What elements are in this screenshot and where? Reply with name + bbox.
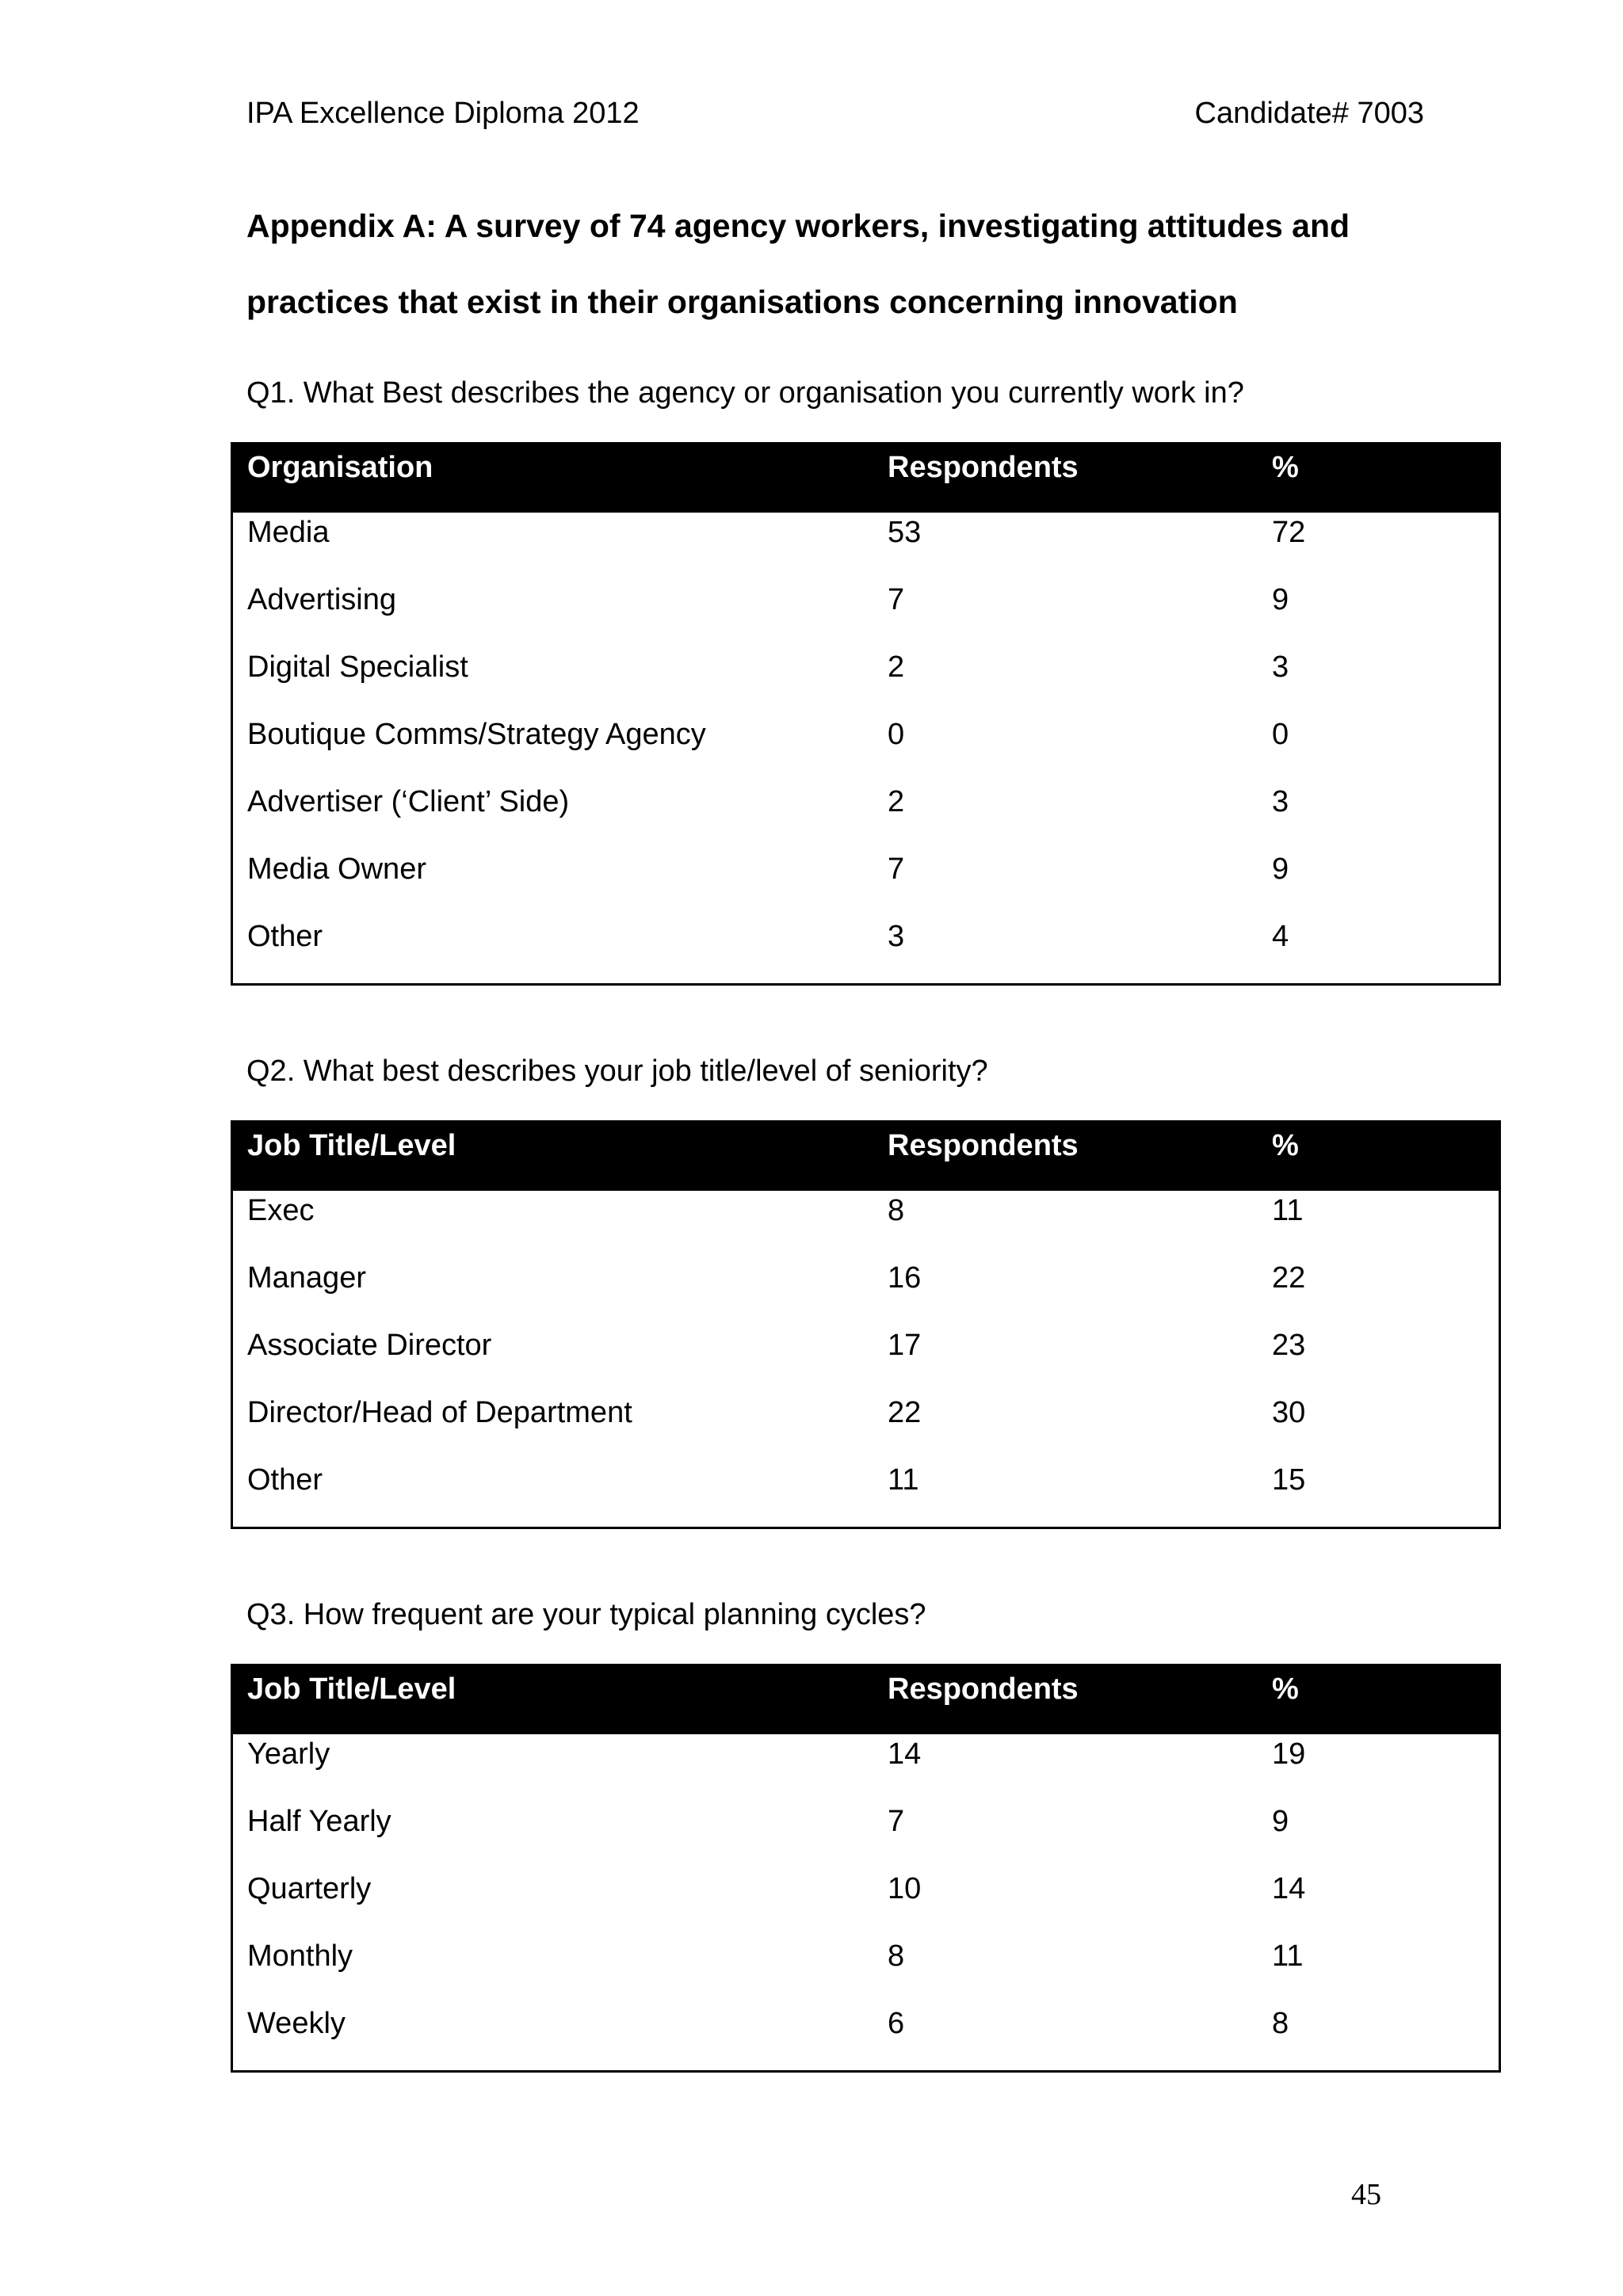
q3-table-header: [233, 1666, 1499, 1734]
row-percent: 4: [1272, 920, 1289, 953]
row-respondents: 14: [888, 1737, 922, 1771]
table-row: [233, 1802, 1499, 1869]
row-percent: 19: [1272, 1737, 1306, 1771]
row-label: Half Yearly: [247, 1805, 391, 1838]
row-percent: 8: [1272, 2007, 1289, 2040]
row-percent: 23: [1272, 1329, 1306, 1362]
row-label: Advertiser (‘Client’ Side): [247, 785, 570, 818]
q1-header-percent: %: [1272, 451, 1299, 484]
row-label: Monthly: [247, 1939, 353, 1973]
row-respondents: 7: [888, 1805, 905, 1838]
row-respondents: 11: [888, 1463, 919, 1497]
row-respondents: 6: [888, 2007, 905, 2040]
table-row: [233, 715, 1499, 782]
row-respondents: 22: [888, 1396, 922, 1429]
table-row: [233, 1936, 1499, 2004]
row-label: Other: [247, 920, 323, 953]
q3-table: [231, 1664, 1501, 2073]
row-respondents: 17: [888, 1329, 922, 1362]
row-respondents: 7: [888, 583, 905, 616]
row-percent: 3: [1272, 650, 1289, 684]
row-label: Associate Director: [247, 1329, 492, 1362]
q2-header-job-title: Job Title/Level: [247, 1129, 456, 1162]
table-row: [233, 782, 1499, 849]
row-respondents: 8: [888, 1939, 905, 1973]
table-row: [233, 1325, 1499, 1393]
row-respondents: 2: [888, 650, 905, 684]
appendix-title-line-2: practices that exist in their organisations concerning innovation: [246, 284, 1238, 320]
row-percent: 30: [1272, 1396, 1306, 1429]
table-row: [233, 849, 1499, 917]
row-percent: 9: [1272, 852, 1289, 886]
row-label: Advertising: [247, 583, 396, 616]
document-header-title: IPA Excellence Diploma 2012: [246, 97, 640, 130]
row-respondents: 16: [888, 1261, 922, 1295]
row-respondents: 0: [888, 718, 905, 751]
candidate-number: Candidate# 7003: [1194, 97, 1424, 130]
q3-header-percent: %: [1272, 1672, 1299, 1706]
q3-header-respondents: Respondents: [888, 1672, 1079, 1706]
row-label: Other: [247, 1463, 323, 1497]
table-row: [233, 2004, 1499, 2071]
row-label: Quarterly: [247, 1872, 372, 1905]
row-respondents: 53: [888, 516, 922, 549]
q1-header-organisation: Organisation: [247, 451, 433, 484]
row-label: Director/Head of Department: [247, 1396, 632, 1429]
table-row: [233, 1191, 1499, 1258]
q2-header-respondents: Respondents: [888, 1129, 1079, 1162]
row-percent: 3: [1272, 785, 1289, 818]
q2-table-header: [233, 1123, 1499, 1191]
table-row: [233, 1734, 1499, 1802]
row-label: Yearly: [247, 1737, 330, 1771]
table-row: [233, 1460, 1499, 1527]
q1-header-respondents: Respondents: [888, 451, 1079, 484]
row-label: Boutique Comms/Strategy Agency: [247, 718, 706, 751]
row-percent: 11: [1272, 1939, 1304, 1973]
row-label: Media Owner: [247, 852, 426, 886]
q1-question: Q1. What Best describes the agency or organisation you currently work in?: [246, 376, 1244, 410]
row-percent: 15: [1272, 1463, 1306, 1497]
q1-table: [231, 442, 1501, 986]
page-number: 45: [1351, 2178, 1381, 2211]
row-percent: 11: [1272, 1194, 1304, 1227]
row-percent: 9: [1272, 583, 1289, 616]
q2-table: [231, 1120, 1501, 1529]
row-respondents: 8: [888, 1194, 905, 1227]
appendix-title-line-1: Appendix A: A survey of 74 agency workers, investigating attitudes and: [246, 208, 1350, 244]
row-label: Weekly: [247, 2007, 346, 2040]
table-row: [233, 1258, 1499, 1325]
row-percent: 14: [1272, 1872, 1306, 1905]
table-row: [233, 580, 1499, 647]
table-row: [233, 513, 1499, 580]
q3-question: Q3. How frequent are your typical planning cycles?: [246, 1598, 926, 1631]
table-row: [233, 917, 1499, 984]
row-respondents: 10: [888, 1872, 922, 1905]
q3-header-job-title: Job Title/Level: [247, 1672, 456, 1706]
row-respondents: 2: [888, 785, 905, 818]
table-row: [233, 1869, 1499, 1936]
row-percent: 72: [1272, 516, 1306, 549]
row-percent: 22: [1272, 1261, 1306, 1295]
row-percent: 9: [1272, 1805, 1289, 1838]
row-percent: 0: [1272, 718, 1289, 751]
row-label: Media: [247, 516, 330, 549]
appendix-title: [246, 188, 1514, 340]
q2-question: Q2. What best describes your job title/level of seniority?: [246, 1055, 988, 1088]
q1-table-header: [233, 444, 1499, 513]
row-label: Digital Specialist: [247, 650, 468, 684]
row-respondents: 7: [888, 852, 905, 886]
table-row: [233, 647, 1499, 715]
row-respondents: 3: [888, 920, 905, 953]
row-label: Exec: [247, 1194, 315, 1227]
table-row: [233, 1393, 1499, 1460]
row-label: Manager: [247, 1261, 366, 1295]
q2-header-percent: %: [1272, 1129, 1299, 1162]
